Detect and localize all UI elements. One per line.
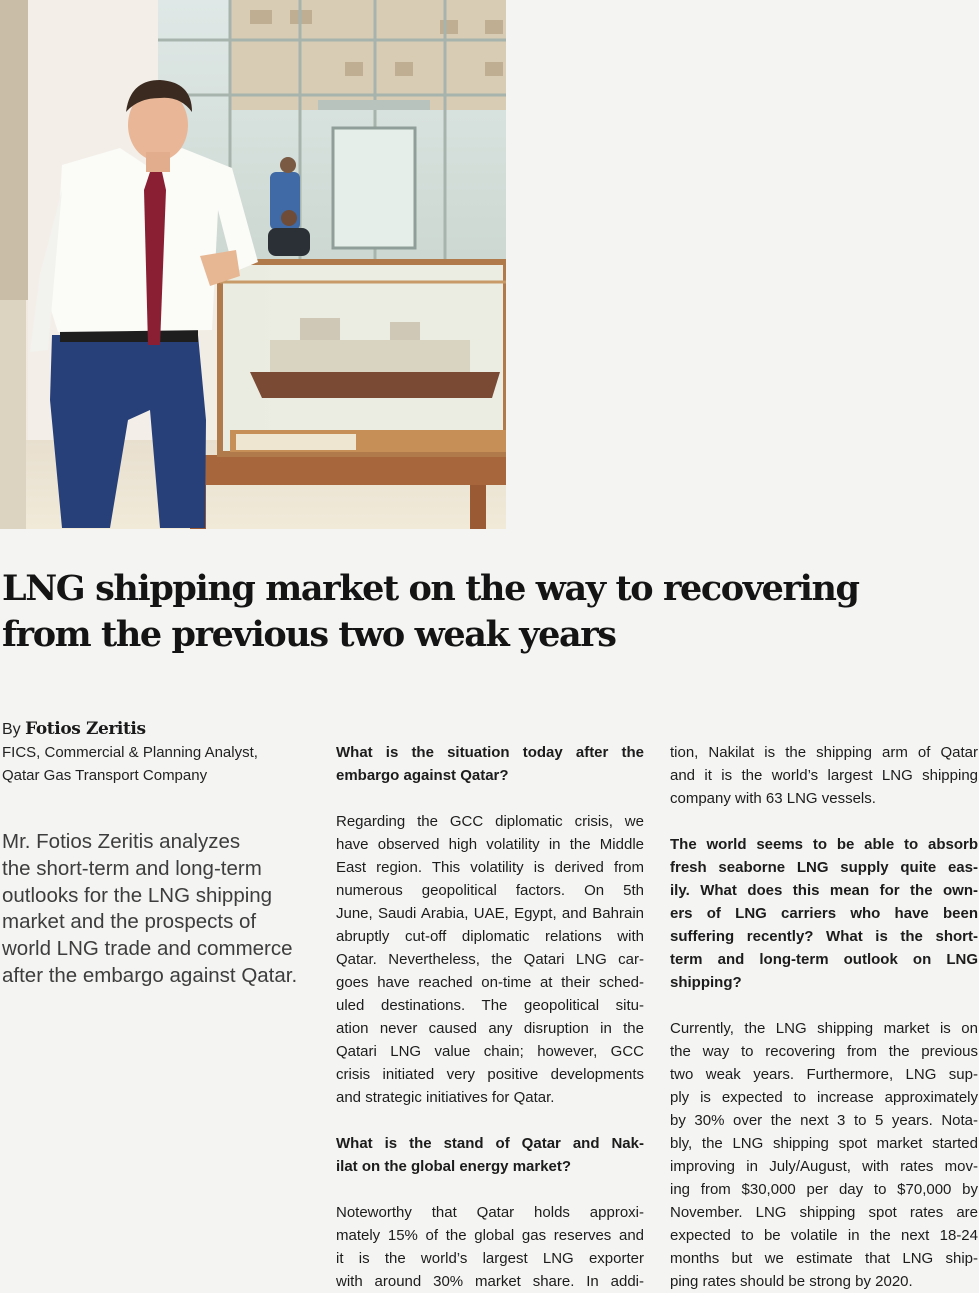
text-line: goes have reached on-time at their sched- [336, 974, 644, 991]
intro-line: market and the prospects of [2, 910, 257, 934]
text-line: improving in July/August, with rates mov- [670, 1158, 978, 1175]
question-line: suffering recently? What is the short- [670, 928, 978, 945]
text-line: November. LNG shipping spot rates are [670, 1204, 978, 1221]
role-line: FICS, Commercial & Planning Analyst, [2, 744, 258, 761]
text-line: the way to recovering from the previous [670, 1043, 978, 1060]
question-situation [336, 741, 644, 787]
question-line: ily. What does this mean for the own- [670, 882, 978, 899]
role-line: Qatar Gas Transport Company [2, 767, 208, 784]
headline-line: from the previous two weak years [2, 614, 616, 655]
body-column-2 [670, 741, 978, 1293]
text-line: months but we estimate that LNG ship- [670, 1250, 978, 1267]
text-line: Noteworthy that Qatar holds approxi- [336, 1204, 644, 1221]
text-line: bly, the LNG shipping spot market started [670, 1135, 978, 1152]
text-line: by 30% over the next 3 to 5 years. Nota- [670, 1112, 978, 1129]
article-headline [2, 566, 962, 658]
text-line: it is the world’s largest LNG exporter [336, 1250, 644, 1267]
text-line: ation never caused any disruption in the [336, 1020, 644, 1037]
text-line: and strategic initiatives for Qatar. [336, 1089, 555, 1106]
question-line: term and long-term outlook on LNG [670, 951, 978, 968]
answer-situation [336, 810, 644, 1109]
intro-standfirst [2, 829, 312, 990]
author-role [2, 741, 258, 787]
intro-line: after the embargo against Qatar. [2, 963, 298, 987]
text-line: East region. This volatility is derived from [336, 859, 644, 876]
question-line: ers of LNG carriers who have been [670, 905, 978, 922]
question-line: shipping? [670, 974, 742, 991]
text-line: ping rates should be strong by 2020. [670, 1273, 913, 1290]
text-line: June, Saudi Arabia, UAE, Egypt, and Bahrain [336, 905, 644, 922]
question-outlook [670, 833, 978, 994]
headline-line: LNG shipping market on the way to recovering [2, 568, 859, 609]
text-line: crisis initiated very positive developments [336, 1066, 644, 1083]
text-line: ply is expected to increase approximately [670, 1089, 978, 1106]
answer-outlook [670, 1017, 978, 1293]
text-line: expected to be volatile in the next 18-24 [670, 1227, 978, 1244]
text-line: Regarding the GCC diplomatic crisis, we [336, 813, 644, 830]
text-line: abruptly cut-off diplomatic relations with [336, 928, 644, 945]
body-column-1 [336, 741, 644, 1293]
byline-prefix: By [2, 721, 21, 738]
question-line: ilat on the global energy market? [336, 1158, 572, 1175]
author-photo [0, 0, 506, 529]
question-line: The world seems to be able to absorb [670, 836, 978, 853]
byline [2, 718, 146, 741]
question-line: What is the stand of Qatar and Nak- [336, 1135, 644, 1152]
author-name: Fotios Zeritis [25, 719, 146, 739]
text-line: tion, Nakilat is the shipping arm of Qatar [670, 744, 978, 761]
text-line: Qatari LNG value chain; however, GCC [336, 1043, 644, 1060]
answer-stand-continued [670, 741, 978, 810]
text-line: company with 63 LNG vessels. [670, 790, 876, 807]
text-line: Qatar. Nevertheless, the Qatari LNG car- [336, 951, 644, 968]
question-line: fresh seaborne LNG supply quite eas- [670, 859, 978, 876]
question-stand [336, 1132, 644, 1178]
question-line: What is the situation today after the [336, 744, 644, 761]
intro-line: the short-term and long-term [2, 856, 262, 880]
answer-stand [336, 1201, 644, 1293]
text-line: mately 15% of the global gas reserves and [336, 1227, 644, 1244]
question-line: embargo against Qatar? [336, 767, 509, 784]
text-line: have observed high volatility in the Middle [336, 836, 644, 853]
text-line: and it is the world’s largest LNG shipping [670, 767, 978, 784]
intro-line: outlooks for the LNG shipping [2, 883, 273, 907]
intro-line: world LNG trade and commerce [2, 937, 293, 961]
text-line: ing from $30,000 per day to $70,000 by [670, 1181, 978, 1198]
text-line: with around 30% market share. In addi- [336, 1273, 644, 1290]
intro-line: Mr. Fotios Zeritis analyzes [2, 830, 241, 853]
text-line: numerous geopolitical factors. On 5th [336, 882, 644, 899]
text-line: two weak years. Furthermore, LNG sup- [670, 1066, 978, 1083]
text-line: Currently, the LNG shipping market is on [670, 1020, 978, 1037]
text-line: uled destinations. The geopolitical situ- [336, 997, 644, 1014]
